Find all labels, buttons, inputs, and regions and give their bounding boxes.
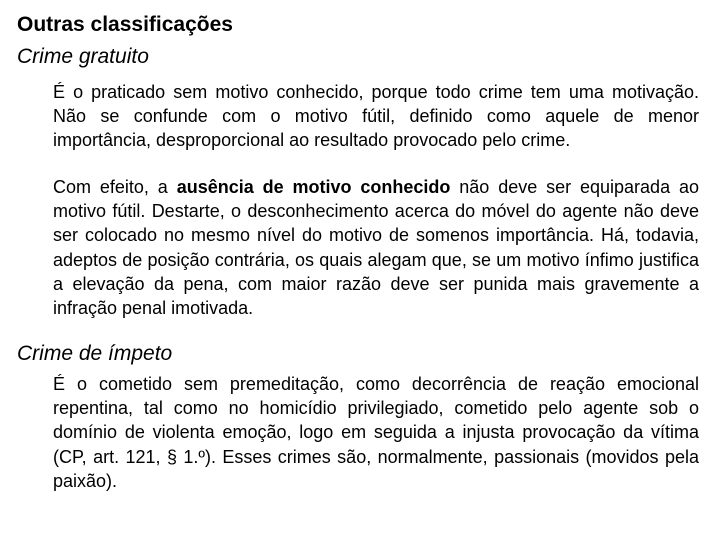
paragraph-crime-gratuito-discussion [53,175,699,320]
section-heading-crime-de-impeto: Crime de ímpeto [17,342,173,365]
paragraph-crime-gratuito-definition: É o praticado sem motivo conhecido, porque todo crime tem uma motivação. Não se confunde com o motivo fútil, definido como aquele de menor importância, desproporcional ao resultado provocado pelo crime. [53,82,699,151]
emphasis-motivo-conhecido: ausência de motivo conhecido [176,177,451,197]
paragraph-text-before: Com efeito, a [53,177,177,197]
slide-title: Outras classificações [17,13,233,36]
paragraph-text-after: não deve ser equiparada ao motivo fútil. Destarte, o desconhecimento acerca do móvel do agente não deve ser colocado no mesmo nível do motivo de somenos importância. Há, todavia, adeptos de posição contrária, os quais alegam que, se um motivo ínfimo justifica a elevação da pena, com maior razão deve ser punida mais gravemente a infração penal imotivada. [53,177,699,319]
section-heading-crime-gratuito: Crime gratuito [17,45,149,68]
paragraph-crime-de-impeto-definition: É o cometido sem premeditação, como decorrência de reação emocional repentina, tal como no homicídio privilegiado, cometido pelo agente sob o domínio de violenta emoção, logo em seguida a injusta provocação da vítima (CP, art. 121, § 1.º). Esses crimes são, normalmente, passionais (movidos pela paixão). [53,374,699,491]
